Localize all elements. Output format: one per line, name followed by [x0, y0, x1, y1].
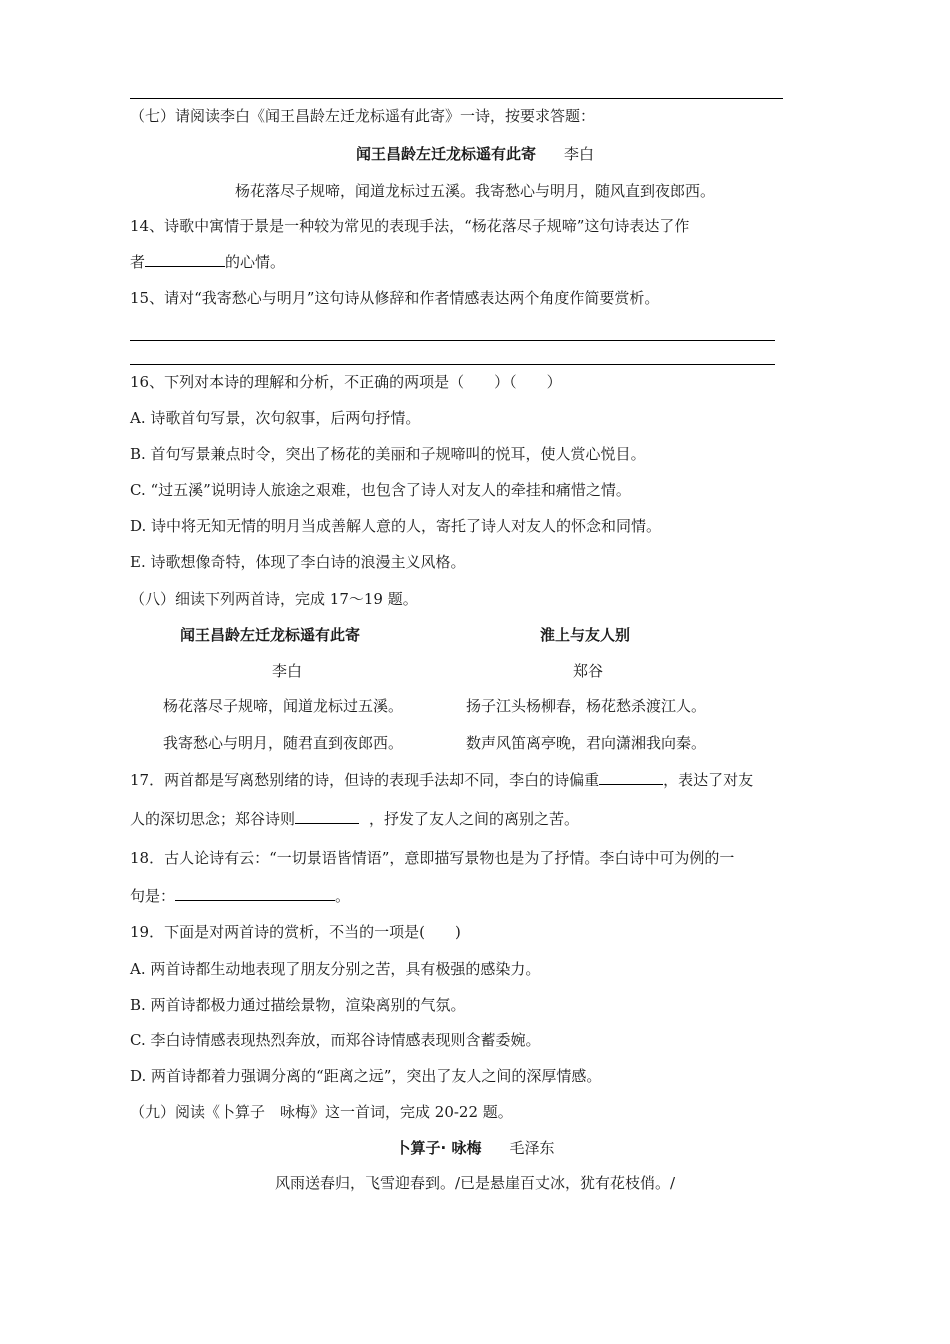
- poem-heading: [0, 144, 950, 164]
- q16-option-d: D. 诗中将无知无情的明月当成善解人意的人，寄托了诗人对友人的怀念和同情。: [130, 517, 662, 535]
- poem-author: 李白: [564, 145, 595, 163]
- question-18-line1: 18．古人论诗有云：“一切景语皆情语”，意即描写景物也是为了抒情。李白诗中可为例的一: [130, 849, 735, 867]
- section-7-intro: （七）请阅读李白《闻王昌龄左迁龙标遥有此寄》一诗，按要求答题：: [130, 107, 596, 125]
- question-18-line2: [130, 886, 350, 906]
- question-14-line1: 14、诗歌中寓情于景是一种较为常见的表现手法，“杨花落尽子规啼”这句诗表达了作: [130, 217, 690, 235]
- q19-option-c: C. 李白诗情感表现热烈奔放，而郑谷诗情感表现则含蓄委婉。: [130, 1031, 541, 1049]
- q16-option-b: B. 首句写景兼点时令，突出了杨花的美丽和子规啼叫的悦耳，使人赏心悦目。: [130, 445, 646, 463]
- q17-answer-blank-1[interactable]: [599, 770, 663, 785]
- poem2-author: 郑谷: [573, 662, 604, 680]
- question-16: 16、下列对本诗的理解和分析，不正确的两项是（ ）（ ）: [130, 373, 562, 391]
- question-19: 19．下面是对两首诗的赏析，不当的一项是( ): [130, 923, 461, 941]
- q19-option-a: A. 两首诗都生动地表现了朋友分别之苦，具有极强的感染力。: [130, 960, 541, 978]
- poem-text: 杨花落尽子规啼，闻道龙标过五溪。我寄愁心与明月，随风直到夜郎西。: [234, 182, 715, 200]
- q17-answer-blank-2[interactable]: [295, 809, 359, 824]
- question-14-line2: [130, 252, 285, 272]
- q18-answer-blank[interactable]: [175, 886, 335, 901]
- poem1-author: 李白: [272, 662, 303, 680]
- q16-option-e: E. 诗歌想像奇特，体现了李白诗的浪漫主义风格。: [130, 553, 466, 571]
- q19-option-b: B. 两首诗都极力通过描绘景物，渲染离别的气氛。: [130, 996, 466, 1014]
- question-17-line1: [130, 770, 753, 790]
- q14-text-post: 的心情。: [225, 253, 286, 271]
- section-8-intro: （八）细读下列两首诗，完成 17～19 题。: [130, 590, 418, 608]
- q17-text-post: ，表达了对友: [663, 771, 754, 789]
- q16-option-c: C. “过五溪”说明诗人旅途之艰难，也包含了诗人对友人的牵挂和痛惜之情。: [130, 481, 631, 499]
- q17-line2-pre: 人的深切思念；郑谷诗则: [130, 810, 296, 828]
- poem-title: 闻王昌龄左迁龙标遥有此寄: [355, 145, 536, 163]
- poem2-line2: 数声风笛离亭晚，君向潇湘我向秦。: [466, 734, 707, 752]
- q14-text-pre: 者: [130, 253, 146, 271]
- poem-author-9: 毛泽东: [509, 1139, 555, 1157]
- q15-answer-line-1[interactable]: [130, 340, 775, 341]
- top-rule: [130, 98, 783, 99]
- poem2-line1: 扬子江头杨柳春，杨花愁杀渡江人。: [466, 697, 707, 715]
- q19-option-d: D. 两首诗都着力强调分离的“距离之远”，突出了友人之间的深厚情感。: [130, 1067, 602, 1085]
- q18-text-pre: 句是：: [130, 887, 176, 905]
- q14-answer-blank[interactable]: [145, 252, 225, 267]
- poem1-line2: 我寄愁心与明月，随君直到夜郎西。: [163, 734, 404, 752]
- poem-text-9: 风雨送春归，飞雪迎春到。/已是悬崖百丈冰，犹有花枝俏。/: [274, 1174, 676, 1192]
- section-9-intro: （九）阅读《卜算子 咏梅》这一首词，完成 20-22 题。: [130, 1103, 513, 1121]
- poem2-title: 淮上与友人别: [540, 626, 631, 644]
- q17-line2-post: ，抒发了友人之间的离别之苦。: [369, 810, 580, 828]
- question-17-line2: [130, 809, 579, 829]
- poem-title-9: 卜算子· 咏梅: [395, 1139, 482, 1157]
- q15-answer-line-2[interactable]: [130, 364, 775, 365]
- poem-heading-9: [0, 1138, 950, 1158]
- poem1-title: 闻王昌龄左迁龙标遥有此寄: [180, 626, 361, 644]
- q16-option-a: A. 诗歌首句写景，次句叙事，后两句抒情。: [130, 409, 421, 427]
- poem1-line1: 杨花落尽子规啼，闻道龙标过五溪。: [163, 697, 404, 715]
- q18-text-post: 。: [335, 887, 351, 905]
- question-15: 15、请对“我寄愁心与明月”这句诗从修辞和作者情感表达两个角度作简要赏析。: [130, 289, 660, 307]
- q17-text-pre: 17．两首都是写离愁别绪的诗，但诗的表现手法却不同，李白的诗偏重: [130, 771, 600, 789]
